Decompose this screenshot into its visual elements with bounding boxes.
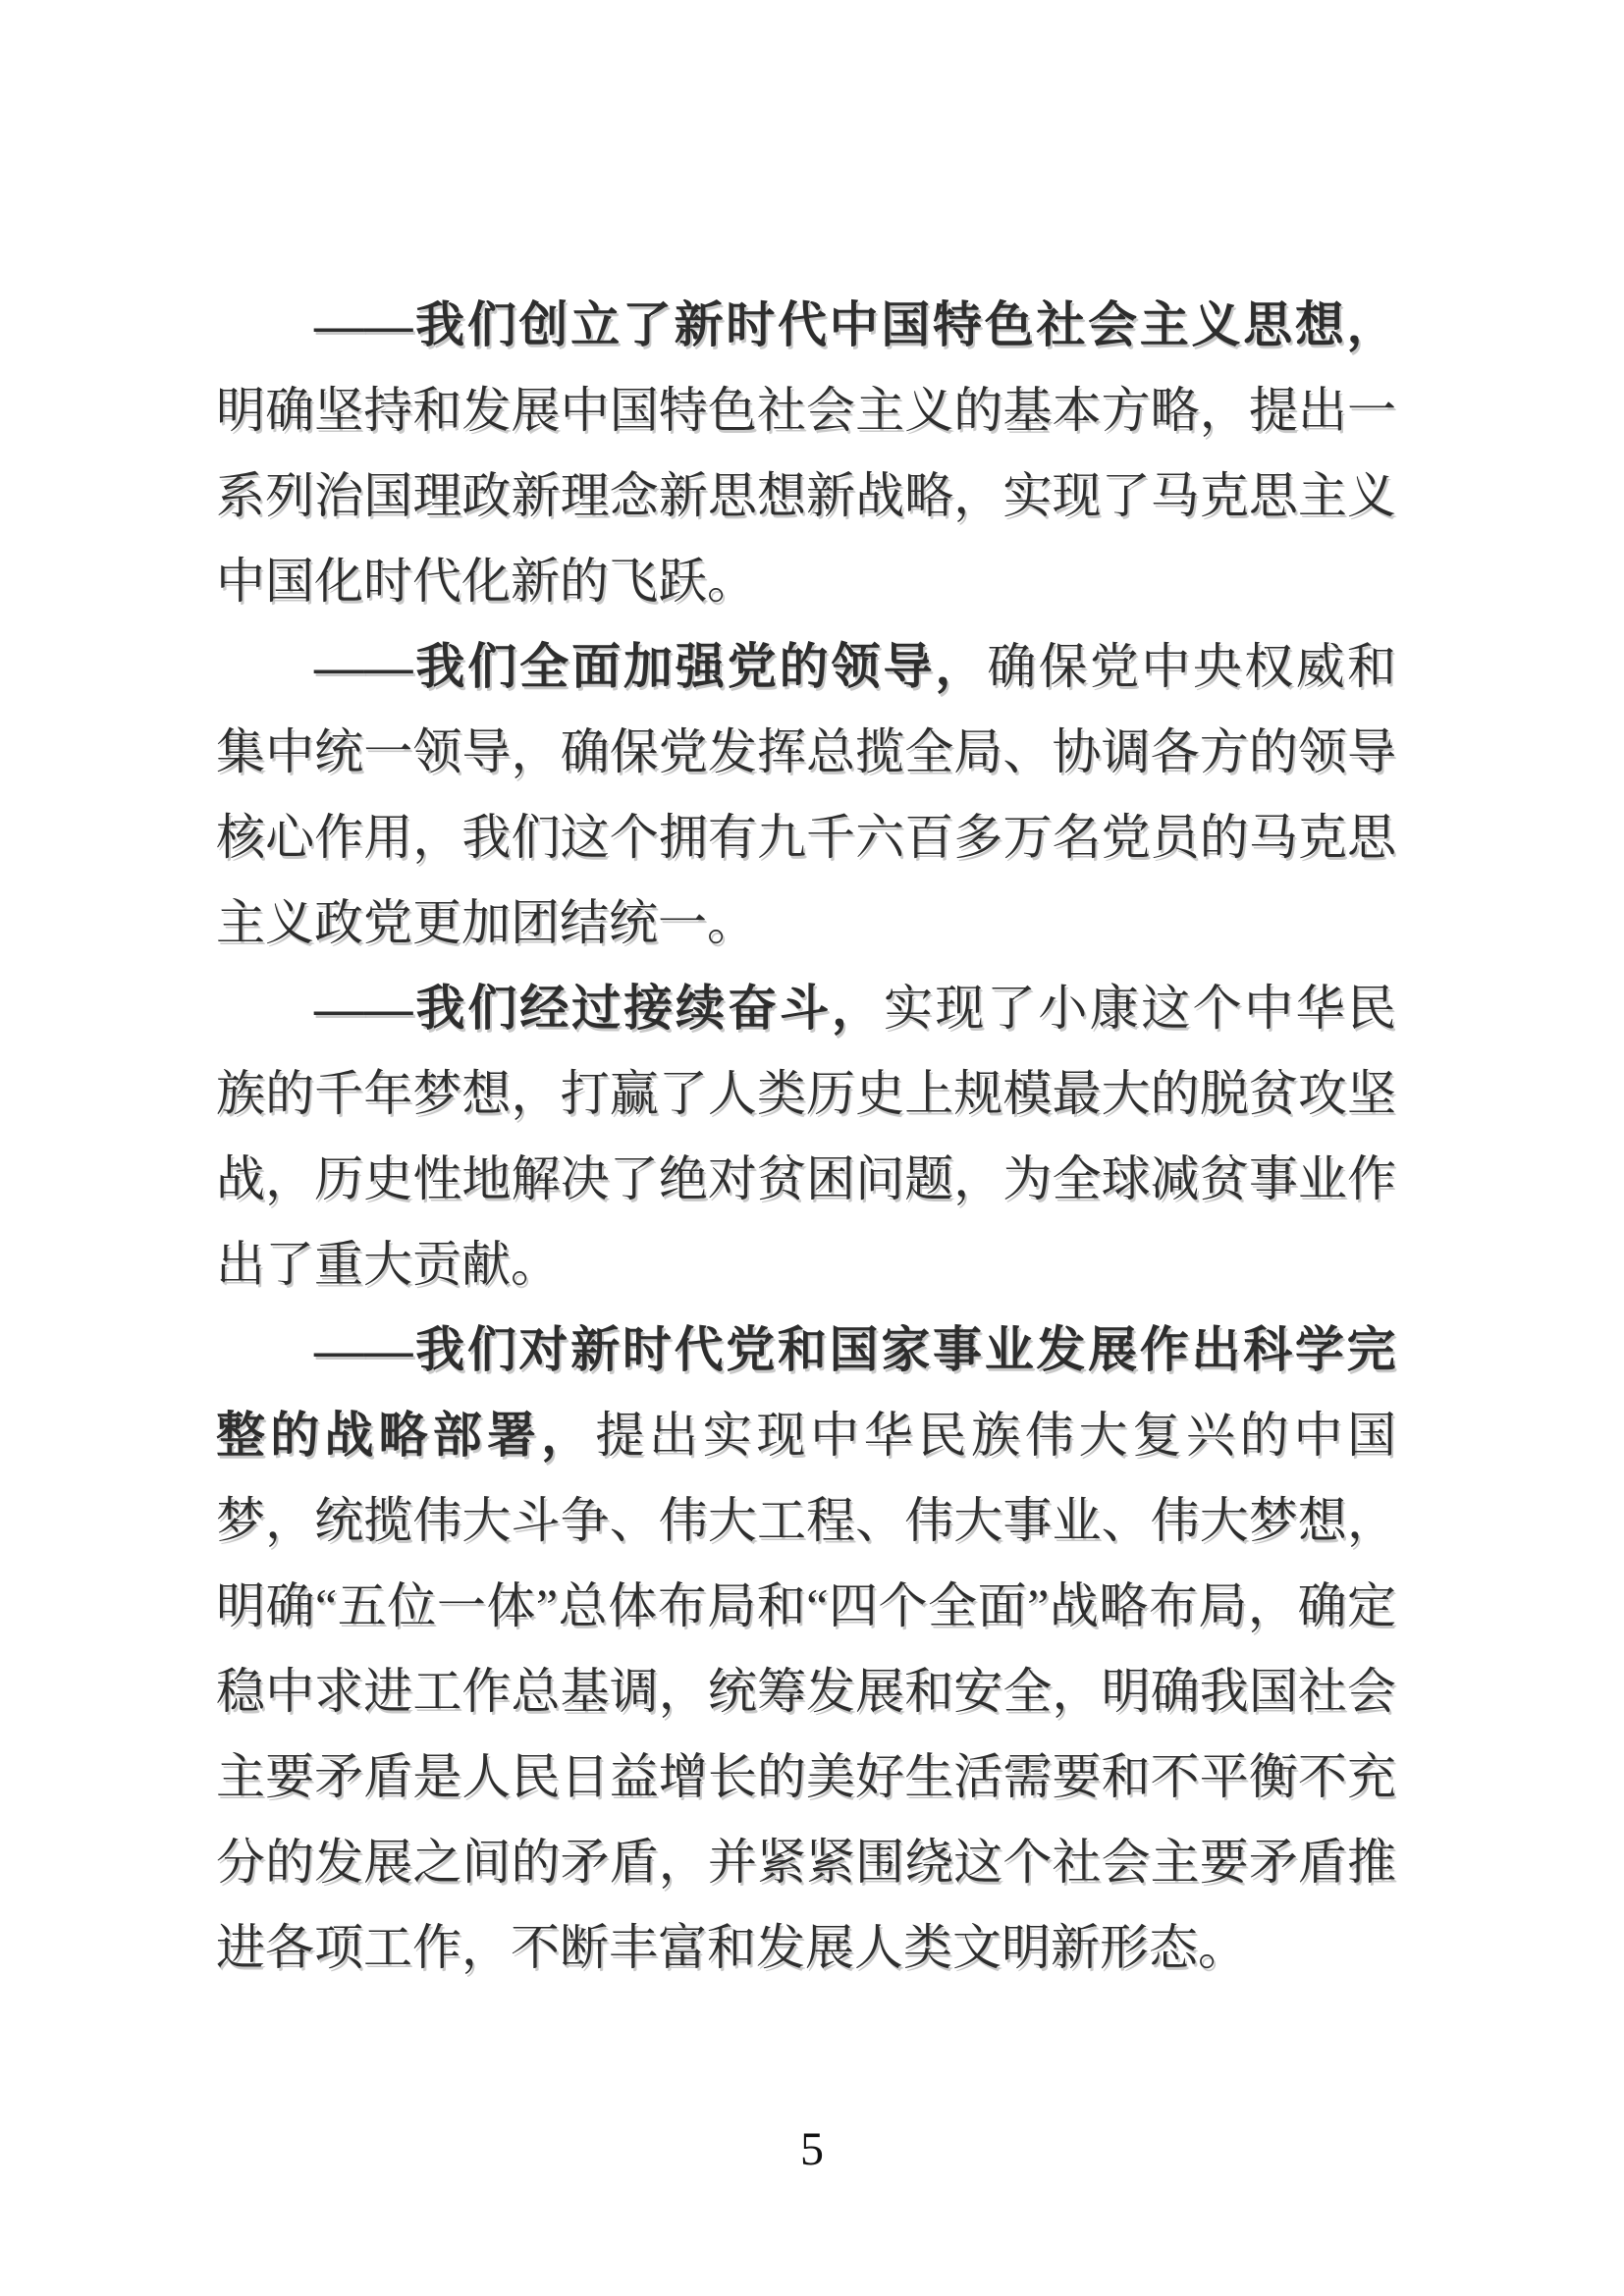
paragraph-1	[216, 283, 1396, 624]
paragraph-lead: ——我们创立了新时代中国特色社会主义思想，	[314, 297, 1396, 352]
page-number: 5	[800, 2123, 824, 2175]
paragraph-2	[216, 624, 1396, 966]
paragraph-text: 确保党中央权威和集中统一领导，确保党发挥总揽全局、协调各方的领导核心作用，我们这个拥有九千六百多万名党员的马克思主义政党更加团结统一。	[216, 639, 1397, 950]
document-body	[216, 283, 1396, 1991]
paragraph-text: 提出实现中华民族伟大复兴的中国梦，统揽伟大斗争、伟大工程、伟大事业、伟大梦想，明确“五位一体”总体布局和“四个全面”战略布局，确定稳中求进工作总基调，统筹发展和安全，明确我国社会主要矛盾是人民日益增长的美好生活需要和不平衡不充分的发展之间的矛盾，并紧紧围绕这个社会主要矛盾推进各项工作，不断丰富和发展人类文明新形态。	[216, 1408, 1397, 1975]
paragraph-text: 实现了小康这个中华民族的千年梦想，打赢了人类历史上规模最大的脱贫攻坚战，历史性地解决了绝对贫困问题，为全球减贫事业作出了重大贡献。	[216, 981, 1397, 1292]
paragraph-lead: ——我们经过接续奋斗，	[314, 981, 884, 1036]
paragraph-lead: ——我们对新时代党和国家事业发展作出科学完整的战略部署，	[216, 1322, 1396, 1463]
paragraph-4	[216, 1308, 1396, 1991]
page-footer	[0, 2120, 1624, 2179]
paragraph-lead: ——我们全面加强党的领导，	[314, 639, 988, 694]
paragraph-3	[216, 966, 1396, 1308]
paragraph-text: 明确坚持和发展中国特色社会主义的基本方略，提出一系列治国理政新理念新思想新战略，实现了马克思主义中国化时代化新的飞跃。	[216, 383, 1396, 609]
